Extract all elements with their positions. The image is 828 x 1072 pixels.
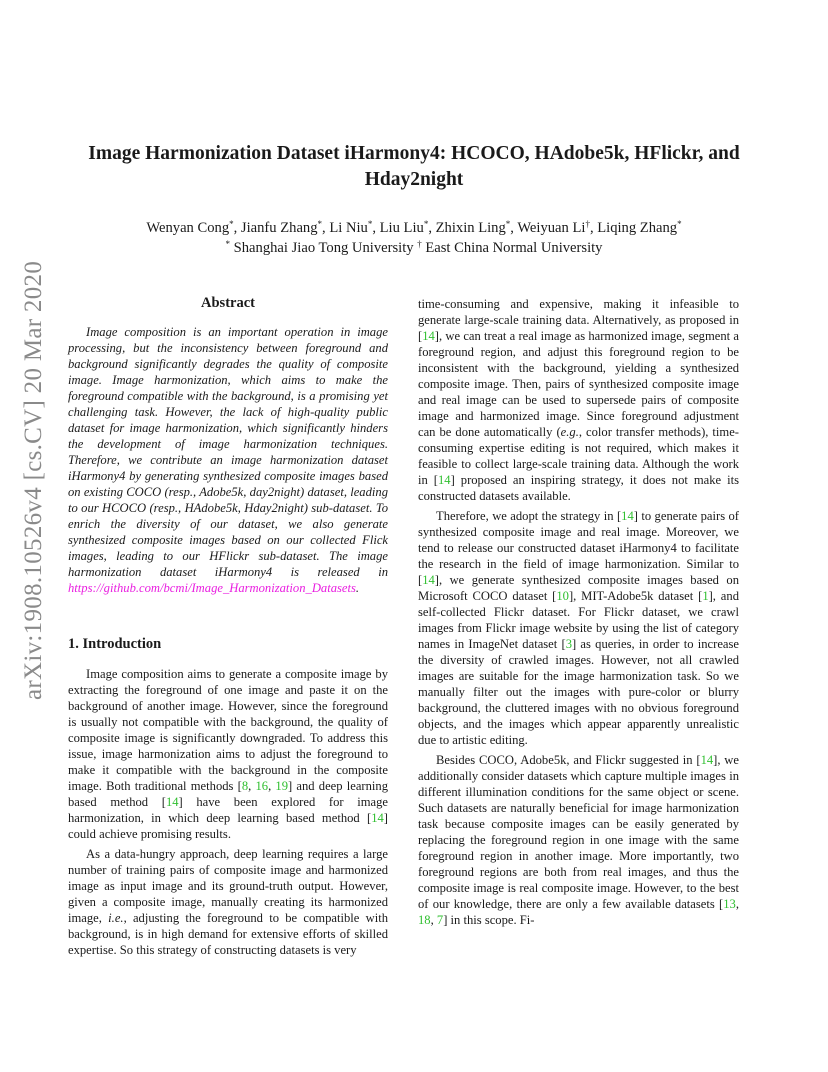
intro-paragraph-2-continued: time-consuming and expensive, making it infeasible to generate large-scale training data. Alternatively, as proposed in [14], we can treat a real image as harmonized image, segment a foreground region, and adjust this foreground region to be inconsistent with the background, yielding a synthesized composite image. Then, pairs of synthesized composite image and real image can be used to supersede pairs of composite image and harmonized image. Since foreground adjustment can be done automatically (e.g., color transfer methods), time-consuming expertise editing is not required, which makes it feasible to collect large-scale training data. Although the work in [14] proposed an inspiring strategy, it does not make its constructed datasets available. xyxy=(418,297,740,503)
citation-link[interactable]: 18 xyxy=(418,913,431,927)
intro-paragraph-1: Image composition aims to generate a composite image by extracting the foreground of one image and paste it on the background of another image. However, since the foreground is usually not compatible with the background, the quality of composite image is significantly downgraded. To address this issue, image harmonization aims to adjust the foreground to make it compatible with the background in the composite image. Both traditional methods [8, 16, 19] and deep learning based method [14] have been explored for image harmonization, in which deep learning based method [14] could achieve promising results. xyxy=(68,667,388,841)
author-name: Liu Liu xyxy=(379,220,424,236)
dataset-link[interactable]: https://github.com/bcmi/Image_Harmonization_Datasets xyxy=(68,581,356,595)
intro-paragraph-4: Besides COCO, Adobe5k, and Flickr suggested in [14], we additionally consider datasets which capture multiple images in different illumination conditions for the same object or scene. Such datasets are naturally beneficial for image harmonization task because composite images can be easily generated by replacing the foreground region in one image with the same foreground region in another image. More importantly, two foreground regions are both from real images, and thus the composite image is real composite image. However, to the best of our knowledge, there are only a few available datasets [13, 18, 7] in this scope. Fi- xyxy=(418,753,739,927)
citation-link[interactable]: 14 xyxy=(700,753,714,767)
citation-link[interactable]: 14 xyxy=(437,473,451,487)
right-column xyxy=(418,296,739,932)
author-affiliation-mark: * xyxy=(677,219,682,229)
intro-paragraph-2: As a data-hungry approach, deep learning requires a large number of training pairs of composite image and harmonized image as input image and its ground-truth output. However, given a composite image, manually creating its harmonized image, i.e., adjusting the foreground to be compatible with background, is in high demand for extensive efforts of skilled expertise. So this strategy of constructing datasets is very xyxy=(68,847,388,957)
citation-link[interactable]: 14 xyxy=(621,509,634,523)
citation-link[interactable]: 19 xyxy=(275,779,288,793)
abstract-heading: Abstract xyxy=(201,295,255,311)
citation-link[interactable]: 7 xyxy=(436,913,444,927)
citation-link[interactable]: 14 xyxy=(165,795,179,809)
arxiv-identifier-stamp: arXiv:1908.10526v4 [cs.CV] 20 Mar 2020 xyxy=(20,260,47,700)
abstract-body: Image composition is an important operation in image processing, but the inconsistency between foreground and background significantly degrades the quality of composite image. Image harmonization, which aims to make the foreground compatible with the background, is a promising yet challenging task. However, the lack of high-quality public dataset for image harmonization, which significantly hinders the development of image harmonization techniques. Therefore, we contribute an image harmonization dataset iHarmony4 by generating synthesized composite images based on existing COCO (resp., Adobe5k, day2night) dataset, leading to our HCOCO (resp., HAdobe5k, Hday2night) sub-dataset. To enrich the diversity of our dataset, we also generate synthesized composite images based on our collected Flick images, leading to our HFlickr sub-dataset. The image harmonization dataset iHarmony4 is released in xyxy=(68,325,388,579)
paper-title: Image Harmonization Dataset iHarmony4: HCOCO, HAdobe5k, HFlickr, and Hday2night xyxy=(88,143,740,190)
author-name: Jianfu Zhang xyxy=(240,220,318,236)
author-affiliation-mark: * xyxy=(423,219,429,229)
citation-link[interactable]: 14 xyxy=(422,573,435,587)
citation-link[interactable]: 1 xyxy=(702,589,709,603)
affiliation-name: East China Normal University xyxy=(421,240,603,256)
intro-paragraph-3: Therefore, we adopt the strategy in [14] to generate pairs of synthesized composite image and real image. Moreover, we tend to release our constructed dataset iHarmony4 to facilitate the research in the field of image harmonization. Similar to [14], we generate synthesized composite images based on Microsoft COCO dataset [10], MIT-Adobe5k dataset [1], and self-collected Flickr dataset. For Flickr dataset, we crawl images from Flickr image website by using the list of category names in ImageNet dataset [3] as queries, in order to increase the diversity of crawled images. However, not all crawled images are suitable for the image harmonization task. So we manually filter out the images with pure-color or blurry background, the cluttered images with no obvious foreground objects, and the images which appear apparently unrealistic due to artistic editing. xyxy=(418,509,739,747)
author-affiliation-mark: * xyxy=(317,219,323,229)
author-affiliation-mark: * xyxy=(367,219,373,229)
author-affiliation-mark: * xyxy=(229,219,234,229)
citation-link[interactable]: 13 xyxy=(723,897,736,911)
author-name: Liqing Zhang xyxy=(597,220,678,236)
citation-link[interactable]: 14 xyxy=(422,329,435,343)
emphasis-text: i.e. xyxy=(108,911,124,925)
citation-link[interactable]: 14 xyxy=(371,811,384,825)
citation-link[interactable]: 3 xyxy=(565,637,572,651)
author-affiliation-mark: * xyxy=(505,219,511,229)
section-heading-introduction: 1. Introduction xyxy=(68,636,162,652)
author-name: Zhixin Ling xyxy=(435,220,506,236)
left-column xyxy=(68,293,388,962)
affiliation-mark: † xyxy=(417,239,422,249)
author-name: Weiyuan Li xyxy=(517,220,586,236)
affiliation-name: Shanghai Jiao Tong University xyxy=(230,240,418,256)
citation-link[interactable]: 10 xyxy=(556,589,569,603)
abstract-end: . xyxy=(355,581,360,595)
affiliation-mark: * xyxy=(225,239,230,249)
emphasis-text: e.g. xyxy=(560,425,579,439)
abstract-text xyxy=(68,324,388,596)
affiliation-line xyxy=(70,238,758,258)
citation-link[interactable]: 16 xyxy=(255,779,269,793)
author-name: Li Niu xyxy=(329,220,368,236)
author-name: Wenyan Cong xyxy=(146,220,230,236)
citation-link[interactable]: 8 xyxy=(241,779,249,793)
author-affiliation-mark: † xyxy=(585,219,590,229)
author-list: Wenyan Cong*, Jianfu Zhang*, Li Niu*, Liu Liu*, Zhixin Ling*, Weiyuan Li†, Liqing Zhang* xyxy=(146,219,682,236)
